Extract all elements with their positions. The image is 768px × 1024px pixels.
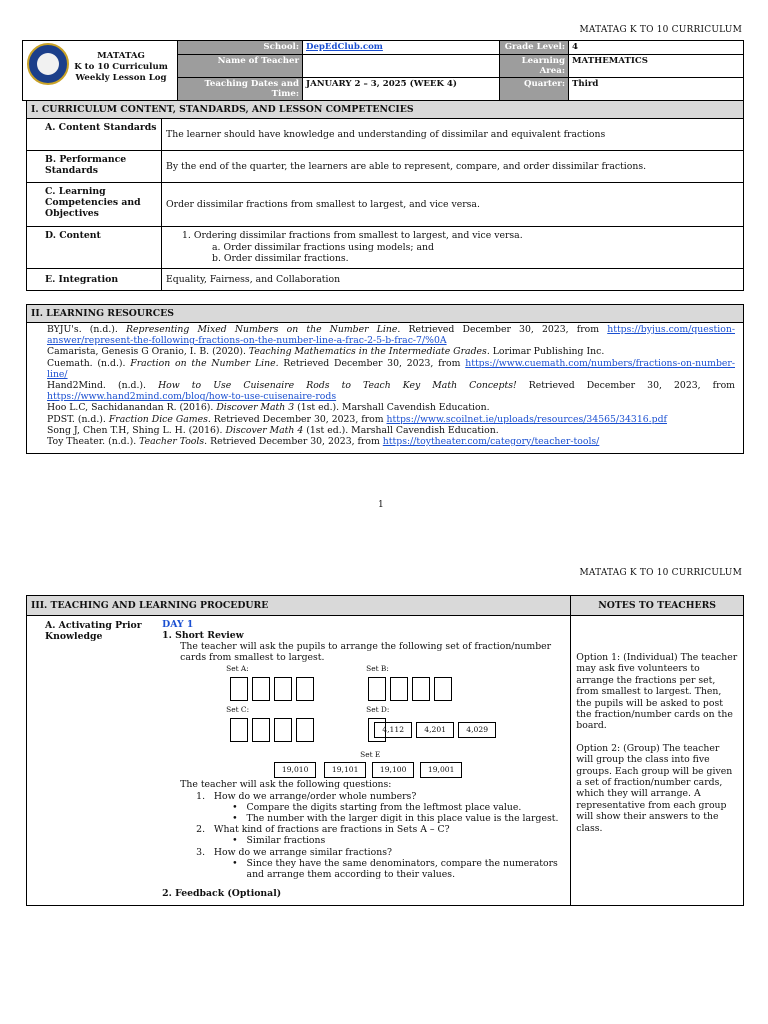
day-label: DAY 1 <box>162 619 194 630</box>
area-label: Learning Area: <box>500 55 569 78</box>
number-cards <box>162 663 566 793</box>
performance-standards-label: B. Performance Standards <box>27 151 162 183</box>
fraction-card <box>252 677 270 701</box>
resource-link[interactable]: https://www.cuemath.com/numbers/fractions-on-number- line/ <box>47 357 735 380</box>
notes-title: NOTES TO TEACHERS <box>571 596 744 616</box>
resource-link[interactable]: https://www.scoilnet.ie/uploads/resources/34565/34316.pdf <box>386 413 667 425</box>
section-resources <box>26 304 744 454</box>
resource-link[interactable]: https://www.hand2mind.com/blog/how-to-use-cuisenaire-rods <box>47 391 337 403</box>
resource-item: Hoo L.C, Sachidanandan R. (2016). Discover Math 3 (1st ed.). Marshall Cavendish Education. <box>47 402 490 414</box>
integration-text: Equality, Fairness, and Collaboration <box>162 268 744 290</box>
grade-value: 4 <box>569 41 744 55</box>
resource-item: Cuemath. (n.d.). Fraction on the Number Line. Retrieved December 30, 2023, from https://www.cuemath.com/numbers/fractions-on-number- line/ <box>47 357 735 380</box>
notes-body <box>571 616 744 906</box>
resource-item: Hand2Mind. (n.d.). How to Use Cuisenaire Rods to Teach Key Math Concepts! Retrieved December 30, 2023, from https://www.hand2mind.com/blog/how-to-use-cuisenaire-rods <box>47 380 735 403</box>
competencies-label: C. Learning Competencies and Objectives <box>27 183 162 227</box>
question-bullet: • Since they have the same denominators, compare the numerators and arrange them according to their values. <box>232 857 558 881</box>
integration-label: E. Integration <box>27 268 162 290</box>
questions-intro: The teacher will ask the following questions: <box>180 779 392 791</box>
fraction-card <box>412 677 430 701</box>
resource-link[interactable]: https://byjus.com/question-answer/represent-the-following-fractions-on-the-number-line-a-frac-2-5-b-frac-7/%0A <box>47 324 735 347</box>
set-c-label: Set C: <box>226 705 250 715</box>
fraction-card <box>296 677 314 701</box>
teacher-value <box>303 55 500 78</box>
resource-item: Toy Theater. (n.d.). Teacher Tools. Retrieved December 30, 2023, from https://toytheater.com/category/teacher-tools/ <box>47 436 600 448</box>
school-value[interactable]: DepEdClub.com <box>303 41 500 55</box>
page-number: 1 <box>378 500 384 510</box>
question-bullet: • Compare the digits starting from the leftmost place value. <box>232 801 522 813</box>
number-card: 4,201 <box>416 722 454 738</box>
content-subitem: a. Order dissimilar fractions using models; and <box>212 241 434 253</box>
fraction-card <box>390 677 408 701</box>
area-value: MATHEMATICS <box>569 55 744 78</box>
section-title: III. TEACHING AND LEARNING PROCEDURE <box>27 596 571 616</box>
curriculum-label: MATATAG K TO 10 CURRICULUM <box>579 25 742 35</box>
feedback-title: 2. Feedback (Optional) <box>162 888 282 900</box>
number-card: 4,029 <box>458 722 496 738</box>
content-subitem: b. Order dissimilar fractions. <box>212 253 349 264</box>
section-curriculum <box>26 100 744 291</box>
review-text: The teacher will ask the pupils to arrange the following set of fraction/number cards from smallest to largest. <box>180 641 552 664</box>
review-title: 1. Short Review <box>162 630 244 641</box>
question-2: 2. What kind of fractions are fractions in Sets A – C? <box>196 824 450 836</box>
content-standards-label: A. Content Standards <box>27 119 162 151</box>
lesson-log-header <box>22 40 744 101</box>
resource-item: Song J, Chen T.H, Shing L. H. (2016). Discover Math 4 (1st ed.). Marshall Cavendish Education. <box>47 424 499 436</box>
logo-cell <box>23 41 178 101</box>
competencies-text: Order dissimilar fractions from smallest to largest, and vice versa. <box>162 183 744 227</box>
section-procedure <box>26 595 744 906</box>
performance-standards-text: By the end of the quarter, the learners are able to represent, compare, and order dissimilar fractions. <box>162 151 744 183</box>
fraction-card <box>274 718 292 742</box>
teacher-label: Name of Teacher <box>178 55 303 78</box>
content-item: 1. Ordering dissimilar fractions from smallest to largest, and vice versa. <box>182 230 523 241</box>
note-option-1: Option 1: (Individual) The teacher may ask five volunteers to arrange the fractions per set, from smallest to largest. Then, the pupils will be asked to post the fraction/number cards on the board. <box>576 652 738 732</box>
quarter-label: Quarter: <box>500 78 569 101</box>
resources-list <box>27 323 744 454</box>
set-e-label: Set E <box>360 750 381 760</box>
number-card: 19,100 <box>372 762 414 778</box>
fraction-card <box>296 718 314 742</box>
number-card: 4,112 <box>374 722 412 738</box>
content-list <box>162 227 744 269</box>
resource-link[interactable]: https://toytheater.com/category/teacher-tools/ <box>382 436 600 448</box>
resource-item: Camarista, Genesis G Oranio, I. B. (2020). Teaching Mathematics in the Intermediate Grades. Lorimar Publishing Inc. <box>47 346 605 358</box>
set-a-label: Set A: <box>226 664 249 674</box>
number-card: 19,101 <box>324 762 366 778</box>
fraction-card <box>368 677 386 701</box>
question-bullet: • Similar fractions <box>232 835 326 847</box>
activating-label: A. Activating Prior Knowledge <box>27 616 161 906</box>
content-standards-text: The learner should have knowledge and understanding of dissimilar and equivalent fractions <box>162 119 744 151</box>
logo-text: MATATAG K to 10 Curriculum Weekly Lesson Log <box>74 51 168 83</box>
dates-label: Teaching Dates and Time: <box>178 78 303 101</box>
section-title: I. CURRICULUM CONTENT, STANDARDS, AND LESSON COMPETENCIES <box>27 101 744 119</box>
resource-item: BYJU's. (n.d.). Representing Mixed Numbers on the Number Line. Retrieved December 30, 2023, from https://byjus.com/question-answer/represent-the-following-fractions-on-the-number-line-a-frac-2-5-b-frac-7/%0A <box>47 324 735 347</box>
section-title: II. LEARNING RESOURCES <box>27 305 744 323</box>
note-option-2: Option 2: (Group) The teacher will group the class into five groups. Each group will be given a set of fraction/number cards, which they will arrange. A representative from each group will show their answers to the class. <box>576 742 733 834</box>
set-d-label: Set D: <box>366 705 390 715</box>
resource-item: PDST. (n.d.). Fraction Dice Games. Retrieved December 30, 2023, from https://www.scoilnet.ie/uploads/resources/34565/34316.pdf <box>47 413 667 425</box>
fraction-card <box>434 677 452 701</box>
question-bullet: • The number with the larger digit in this place value is the largest. <box>232 813 559 825</box>
curriculum-label: MATATAG K TO 10 CURRICULUM <box>579 568 742 578</box>
fraction-card <box>252 718 270 742</box>
question-3: 3. How do we arrange similar fractions? <box>196 846 392 858</box>
grade-label: Grade Level: <box>500 41 569 55</box>
procedure-body <box>160 616 571 906</box>
number-card: 19,010 <box>274 762 316 778</box>
content-label: D. Content <box>27 227 162 269</box>
fraction-card <box>230 677 248 701</box>
fraction-card <box>274 677 292 701</box>
school-label: School: <box>178 41 303 55</box>
number-card: 19,001 <box>420 762 462 778</box>
set-b-label: Set B: <box>366 664 389 674</box>
dates-value: JANUARY 2 – 3, 2025 (WEEK 4) <box>303 78 500 101</box>
fraction-card <box>230 718 248 742</box>
question-1: 1. How do we arrange/order whole numbers? <box>196 790 417 802</box>
quarter-value: Third <box>569 78 744 101</box>
deped-seal-icon <box>27 43 69 85</box>
